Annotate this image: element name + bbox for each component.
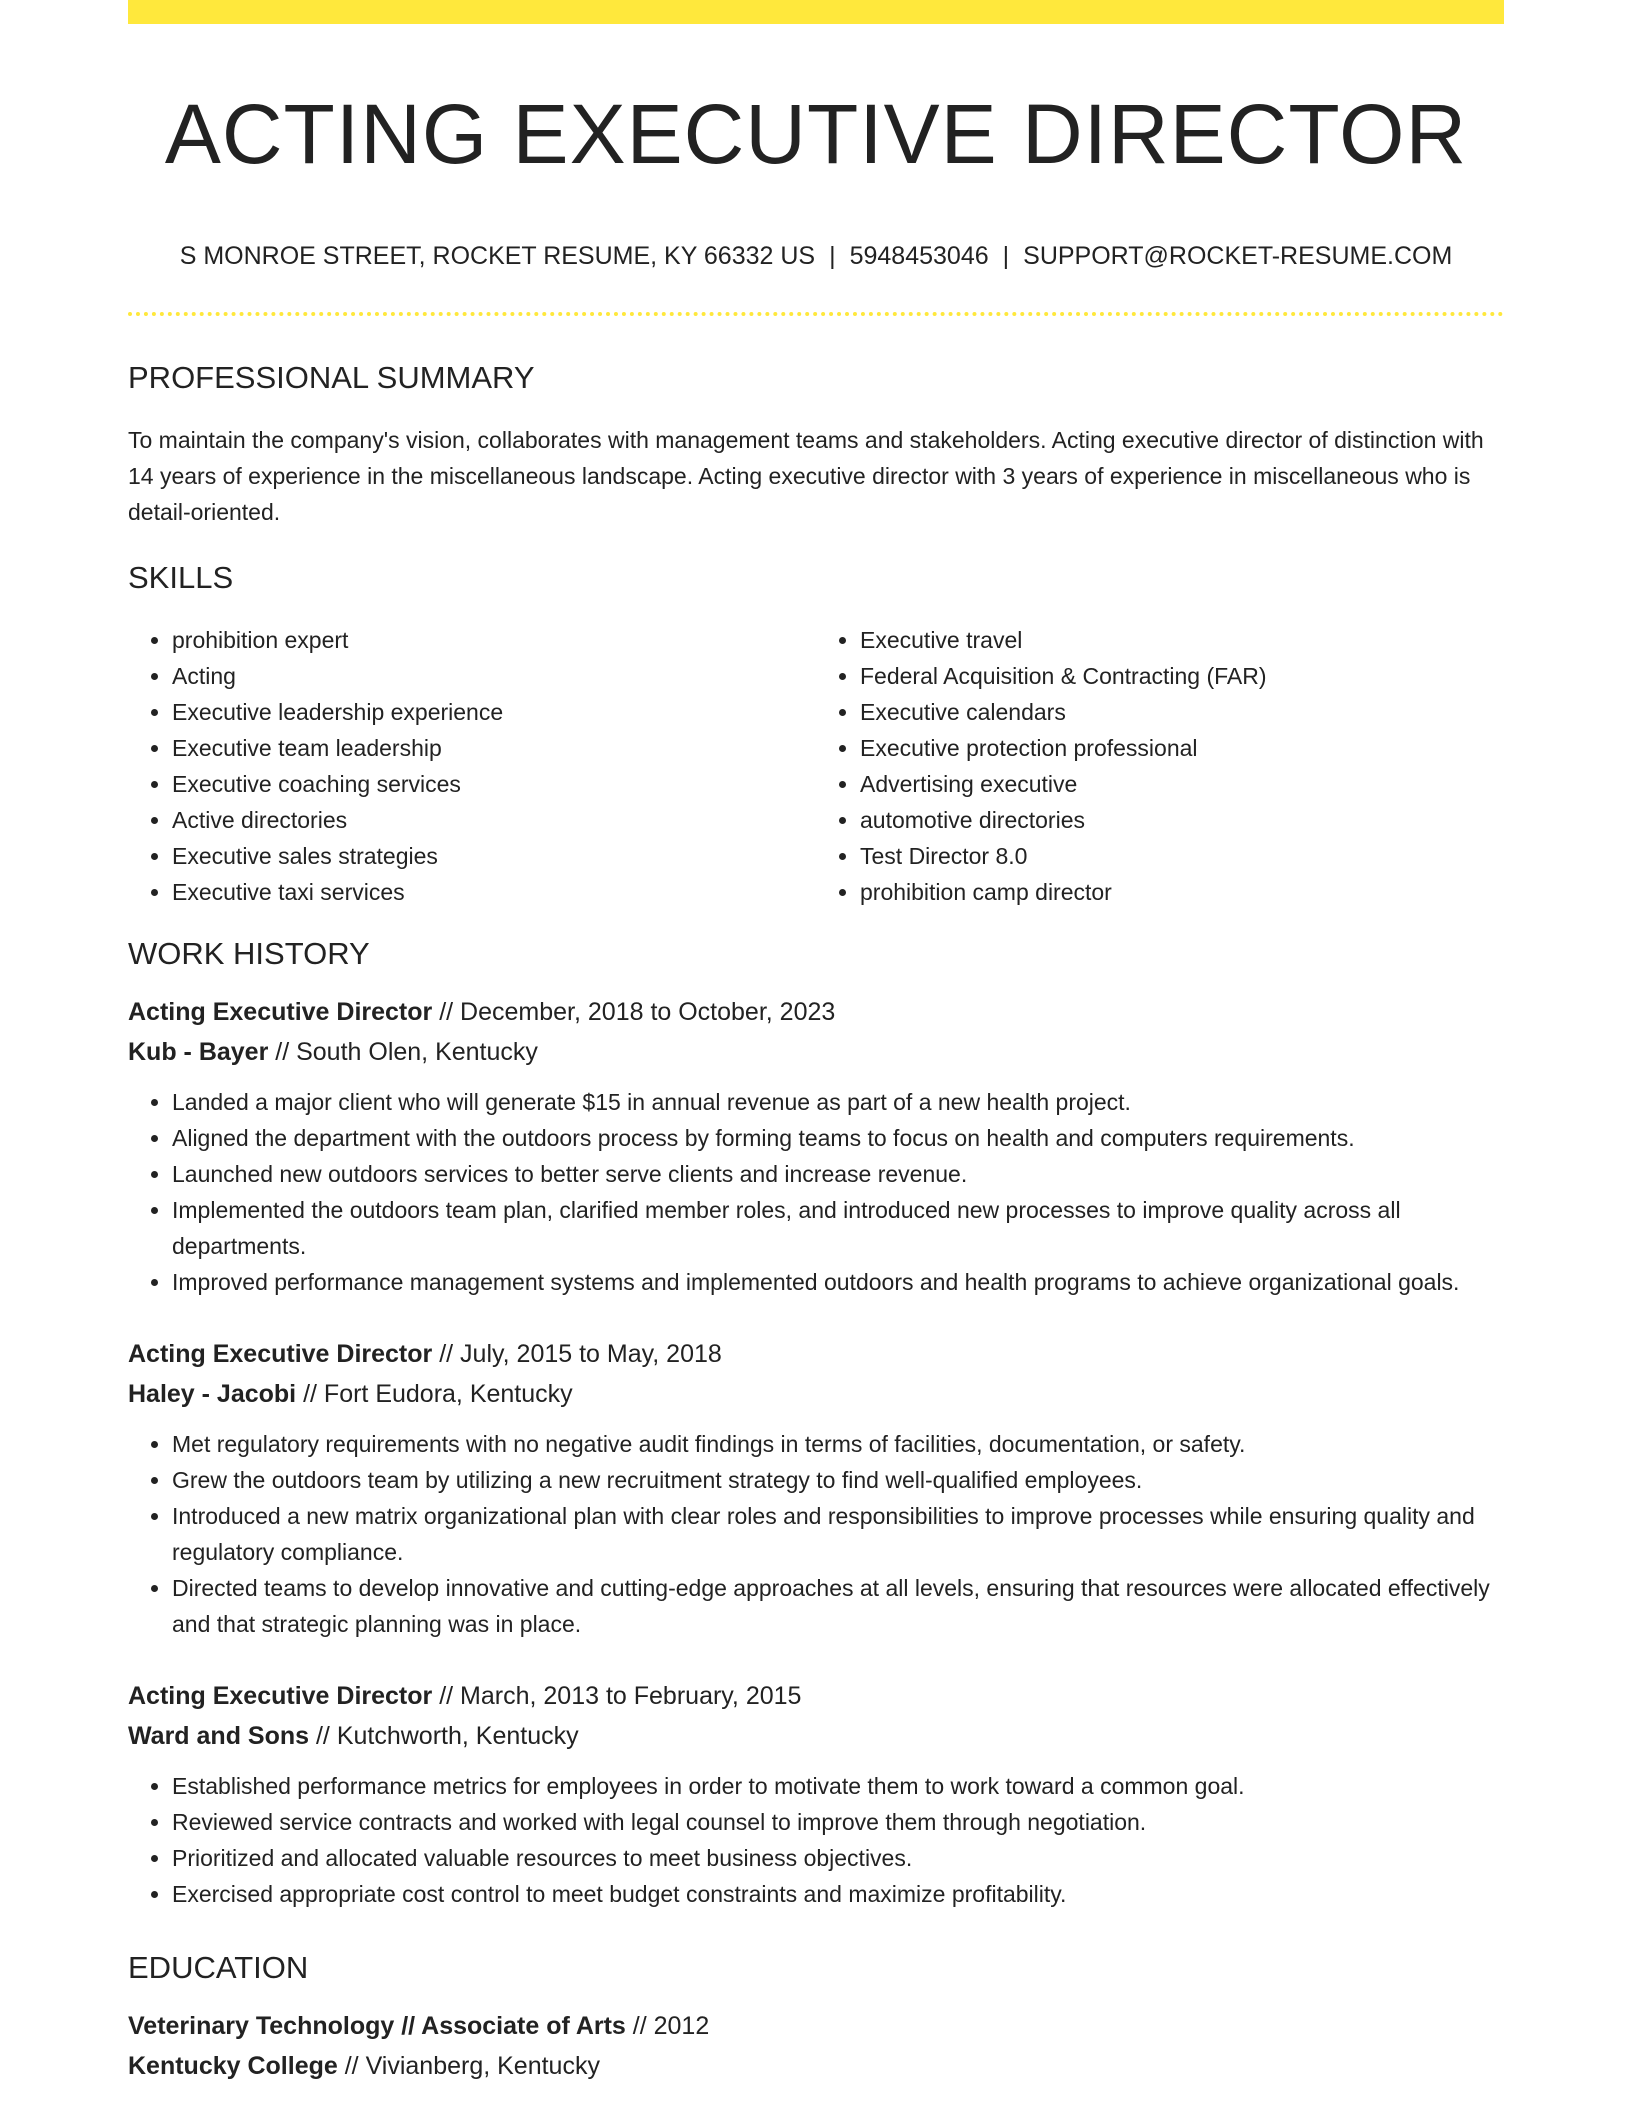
skill-item: • Federal Acquisition & Contracting (FAR) [860,658,1504,694]
company-location: // Fort Eudora, Kentucky [296,1380,573,1408]
skill-item: • Executive sales strategies [172,838,816,874]
work-history-section [128,934,1504,1912]
skills-grid [128,622,1504,910]
skill-item: • automotive directories [860,802,1504,838]
company-location: // South Olen, Kentucky [268,1038,538,1066]
skill-item: • Executive team leadership [172,730,816,766]
job-entry [128,1676,1504,1912]
job-bullet: • Introduced a new matrix organizational plan with clear roles and responsibilities to improve processes while ensuring quality and regulatory compliance. [172,1498,1504,1570]
email: SUPPORT@ROCKET-RESUME.COM [1023,242,1453,270]
school-line [128,2046,1504,2086]
graduation-year: // 2012 [625,2012,710,2040]
job-title-line [128,1334,1504,1374]
skill-item: • Active directories [172,802,816,838]
skill-item: • Executive taxi services [172,874,816,910]
job-entry [128,992,1504,1300]
job-entry [128,1334,1504,1642]
job-bullet: • Directed teams to develop innovative and cutting-edge approaches at all levels, ensuring that resources were allocated effectively and that strategic planning was in place. [172,1570,1504,1642]
degree: Veterinary Technology // Associate of Arts [128,2012,626,2040]
job-bullet: • Exercised appropriate cost control to meet budget constraints and maximize profitability. [172,1876,1504,1912]
job-bullet: • Established performance metrics for employees in order to motivate them to work toward a common goal. [172,1768,1504,1804]
skills-section [128,558,1504,910]
contact-line [128,238,1504,274]
skill-item: • Test Director 8.0 [860,838,1504,874]
company-line [128,1032,1504,1072]
section-heading: PROFESSIONAL SUMMARY [128,360,535,395]
section-heading: WORK HISTORY [128,936,370,971]
job-dates: // March, 2013 to February, 2015 [432,1682,802,1710]
company-location: // Kutchworth, Kentucky [309,1722,579,1750]
degree-line [128,2006,1504,2046]
phone: 5948453046 [849,242,989,270]
skills-left-list [128,622,816,910]
skill-item: • Advertising executive [860,766,1504,802]
accent-bar [128,0,1504,24]
company-name: Ward and Sons [128,1722,310,1750]
contact-separator: | [1002,242,1010,270]
job-title-line [128,992,1504,1032]
job-bullet: • Landed a major client who will generate $15 in annual revenue as part of a new health project. [172,1084,1504,1120]
job-title: Acting Executive Director [128,1340,433,1368]
job-bullets [128,1426,1504,1642]
skill-item: • Acting [172,658,816,694]
school-location: // Vivianberg, Kentucky [337,2052,600,2080]
skills-right-list [816,622,1504,910]
job-bullet: • Reviewed service contracts and worked with legal counsel to improve them through negotiation. [172,1804,1504,1840]
job-title-line [128,1676,1504,1716]
address: S MONROE STREET, ROCKET RESUME, KY 66332 US [179,242,816,270]
contact-separator: | [829,242,836,270]
job-bullets [128,1084,1504,1300]
job-dates: // July, 2015 to May, 2018 [432,1340,722,1368]
skill-item: • prohibition expert [172,622,816,658]
section-heading: EDUCATION [128,1950,309,1985]
job-bullets [128,1768,1504,1912]
summary-text: To maintain the company's vision, collaborates with management teams and stakeholders. Acting executive director of distinction with 14 years of experience in the miscellaneous landscape. Acting executive director with 3 years of experience in miscellaneous who is detail-oriented. [128,427,1484,525]
skill-item: • Executive leadership experience [172,694,816,730]
company-line [128,1374,1504,1414]
dotted-divider [128,312,1504,316]
job-bullet: • Launched new outdoors services to better serve clients and increase revenue. [172,1156,1504,1192]
company-line [128,1716,1504,1756]
professional-summary-section [128,358,1504,530]
skill-item: • Executive travel [860,622,1504,658]
company-name: Haley - Jacobi [128,1380,297,1408]
education-section [128,1948,1504,2086]
job-dates: // December, 2018 to October, 2023 [432,998,836,1026]
education-entry [128,2006,1504,2086]
resume-name: ACTING EXECUTIVE DIRECTOR [164,87,1468,181]
job-bullet: • Grew the outdoors team by utilizing a new recruitment strategy to find well-qualified employees. [172,1462,1504,1498]
section-heading: SKILLS [128,560,234,595]
school-name: Kentucky College [128,2052,338,2080]
skill-item: • prohibition camp director [860,874,1504,910]
job-bullet: • Aligned the department with the outdoors process by forming teams to focus on health and computers requirements. [172,1120,1504,1156]
job-bullet: • Met regulatory requirements with no negative audit findings in terms of facilities, documentation, or safety. [172,1426,1504,1462]
skill-item: • Executive protection professional [860,730,1504,766]
skill-item: • Executive coaching services [172,766,816,802]
job-title: Acting Executive Director [128,1682,433,1710]
job-bullet: • Improved performance management systems and implemented outdoors and health programs to achieve organizational goals. [172,1264,1504,1300]
job-title: Acting Executive Director [128,998,433,1026]
job-bullet: • Prioritized and allocated valuable resources to meet business objectives. [172,1840,1504,1876]
job-bullet: • Implemented the outdoors team plan, clarified member roles, and introduced new processes to improve quality across all departments. [172,1192,1504,1264]
resume-content [128,0,1504,2086]
company-name: Kub - Bayer [128,1038,269,1066]
skill-item: • Executive calendars [860,694,1504,730]
